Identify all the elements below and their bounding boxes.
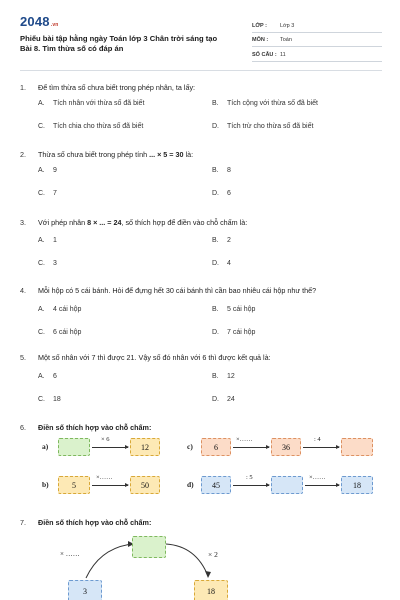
option-key: B. [212,306,219,313]
option-text: 9 [53,167,57,174]
meta-key: SỐ CÂU : [252,51,277,58]
number-box: 6 [201,438,231,456]
option-d[interactable] [212,190,231,197]
answer-box[interactable] [132,536,166,558]
option-c[interactable] [38,123,143,130]
question-number: 4. [20,286,26,295]
option-text: 1 [53,237,57,244]
option-b[interactable] [212,100,318,107]
question-text-part: Với phép nhân [38,218,88,227]
meta-value: 11 [280,51,286,58]
option-key: D. [212,396,219,403]
worksheet-meta [252,20,382,64]
operation-label: × 6 [101,436,110,443]
question-number: 1. [20,83,26,92]
arrow [305,485,339,486]
option-key: D. [212,190,219,197]
number-box: 36 [271,438,301,456]
header-divider [20,70,382,71]
number-box: 18 [341,476,373,494]
operation-label: : 5 [246,474,253,481]
answer-box[interactable] [58,438,90,456]
option-key: A. [38,167,45,174]
option-text: Tích trừ cho thừa số đã biết [227,123,314,130]
option-text: 18 [53,396,61,403]
number-box: 50 [130,476,160,494]
option-text: 6 cái hộp [53,329,82,336]
option-key: C. [38,190,45,197]
number-box: 3 [68,580,102,600]
question-text: Một số nhân với 7 thì được 21. Vậy số đó nhân với 6 thì được kết quả là: [38,353,271,362]
option-text: 6 [227,190,231,197]
answer-box[interactable] [341,438,373,456]
operation-label: × 2 [208,550,218,559]
question-text: Điền số thích hợp vào chỗ chấm: [38,423,152,432]
option-c[interactable] [38,396,61,403]
question-text-part: , số thích hợp để điền vào chỗ chấm là: [121,218,248,227]
logo-text: 2048 [20,14,50,29]
meta-subject [252,35,382,48]
option-key: D. [212,260,219,267]
option-text: 2 [227,237,231,244]
question-3 [20,218,382,267]
arrow [92,447,128,448]
option-key: A. [38,306,45,313]
item-label: a) [42,442,49,451]
option-text: 8 [227,167,231,174]
option-text: 24 [227,396,235,403]
question-number: 3. [20,218,26,227]
question-6 [20,423,382,432]
meta-value: Toán [280,37,292,44]
arrow [233,447,269,448]
question-number: 2. [20,150,26,159]
option-text: Tích nhân với thừa số đã biết [53,100,145,107]
option-text: 6 [53,373,57,380]
arrow [233,485,269,486]
item-label: b) [42,480,49,489]
number-box: 12 [130,438,160,456]
curved-arrow-left [86,544,132,578]
meta-class [252,20,382,33]
option-key: C. [38,123,45,130]
question-7 [20,518,382,527]
option-key: C. [38,396,45,403]
option-text: 7 cái hộp [227,329,256,336]
operation-label: ×…… [236,436,253,443]
operation-label: ×…… [309,474,326,481]
meta-key: MÔN : [252,37,269,44]
option-b[interactable] [212,167,231,174]
question-number: 7. [20,518,26,527]
option-key: D. [212,329,219,336]
option-text: 5 cái hộp [227,306,256,313]
question-text: Để tìm thừa số chưa biết trong phép nhân, ta lấy: [38,83,196,92]
option-a[interactable] [38,167,57,174]
option-key: B. [212,373,219,380]
question-text: Mỗi hộp có 5 cái bánh. Hỏi để đựng hết 30 cái bánh thì cần bao nhiêu cái hộp như thế? [38,286,317,295]
meta-count [252,49,382,62]
question-4 [20,286,382,336]
option-b[interactable] [212,237,231,244]
question-2 [20,150,382,197]
option-d[interactable] [212,329,255,336]
site-logo[interactable] [20,14,59,29]
option-c[interactable] [38,329,81,336]
answer-box[interactable] [271,476,303,494]
logo-suffix: .vn [50,22,59,28]
option-key: A. [38,100,45,107]
option-text: 4 cái hộp [53,306,82,313]
number-box: 45 [201,476,231,494]
worksheet-title: Phiếu bài tập hằng ngày Toán lớp 3 Chân trời sáng tạo Bài 8. Tìm thừa số có đáp án [20,34,218,53]
option-a[interactable] [38,100,144,107]
curved-arrow-right [166,544,208,576]
option-text: 7 [53,190,57,197]
arrow-head [205,571,211,578]
meta-key: LỚP : [252,22,267,29]
number-box: 5 [58,476,90,494]
question-number: 5. [20,353,26,362]
option-text: Tích chia cho thừa số đã biết [53,123,144,130]
option-text: Tích cộng với thừa số đã biết [227,100,318,107]
question-text-part: là: [183,150,194,159]
question-number: 6. [20,423,26,432]
option-key: B. [212,100,219,107]
question-text [38,218,247,227]
option-b[interactable] [212,306,255,313]
option-a[interactable] [38,373,57,380]
option-text: 3 [53,260,57,267]
meta-value: Lớp 3 [280,22,295,29]
option-key: B. [212,237,219,244]
option-text: 4 [227,260,231,267]
option-d[interactable] [212,123,313,130]
question-text-part: Thừa số chưa biết trong phép tính [38,150,150,159]
arrow [303,447,339,448]
item-label: d) [187,480,194,489]
option-key: A. [38,237,45,244]
arrow [92,485,128,486]
question-expression: ... × 5 = 30 [149,150,184,159]
item-label: c) [187,442,193,451]
option-c[interactable] [38,190,57,197]
option-b[interactable] [212,373,235,380]
option-a[interactable] [38,237,57,244]
question-text: Điền số thích hợp vào chỗ chấm: [38,518,152,527]
option-key: C. [38,329,45,336]
option-key: C. [38,260,45,267]
option-key: D. [212,123,219,130]
question-1 [20,83,382,130]
question-text [38,150,193,159]
option-d[interactable] [212,396,235,403]
option-c[interactable] [38,260,57,267]
operation-label: : 4 [314,436,321,443]
option-d[interactable] [212,260,231,267]
option-a[interactable] [38,306,81,313]
worksheet-header [20,10,382,66]
operation-label: × …… [60,550,80,558]
option-text: 12 [227,373,235,380]
question-5 [20,353,382,403]
number-box: 18 [194,580,228,600]
question-expression: 8 × ... = 24 [87,218,122,227]
option-key: A. [38,373,45,380]
option-key: B. [212,167,219,174]
operation-label: ×…… [96,474,113,481]
